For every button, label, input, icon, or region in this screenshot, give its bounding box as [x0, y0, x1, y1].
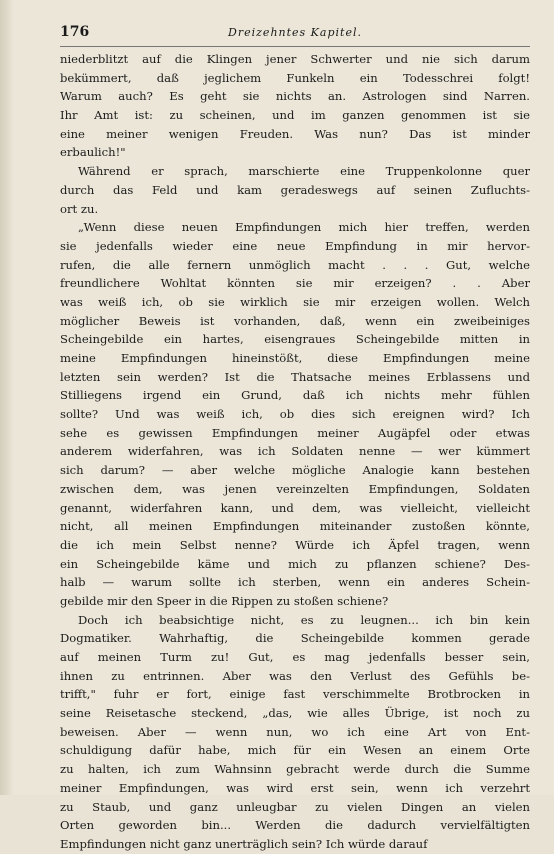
text-line: seine Reisetasche steckend, „das, wie alles Übrige, ist noch zu: [60, 706, 530, 721]
text-line: auf meinen Turm zu! Gut, es mag jedenfalls besser sein,: [60, 650, 530, 664]
text-line: ein Scheingebilde käme und mich zu pflanzen schiene? Des-: [60, 556, 530, 571]
text-line: durch das Feld und kam geradeswegs auf seinen Zufluchts-: [60, 182, 530, 197]
text-line: niederblitzt auf die Klingen jener Schwerter und nie sich darum: [60, 52, 530, 66]
text-line: Dogmatiker. Wahrhaftig, die Scheingebilde kommen gerade: [60, 631, 530, 646]
text-line: „Wenn diese neuen Empfindungen mich hier treffen, werden: [78, 220, 530, 235]
text-line: meine Empfindungen hineinstößt, diese Empfindungen meine: [60, 351, 530, 365]
text-line: zu Staub, und ganz unleugbar zu vielen Dingen an vielen: [60, 799, 530, 814]
text-line: schuldigung dafür habe, mich für ein Wesen an einem Orte: [60, 743, 530, 758]
text-line: sich darum? — aber welche mögliche Analogie kann bestehen: [60, 463, 530, 478]
text-line: zwischen dem, was jenen vereinzelten Empfindungen, Soldaten: [60, 481, 530, 496]
paragraph: [60, 162, 530, 218]
text-line: sollte? Und was weiß ich, ob dies sich ereignen wird? Ich: [60, 407, 530, 422]
text-line: Empfindungen nicht ganz unerträglich sein? Ich würde darauf: [60, 836, 428, 851]
text-line: halb — warum sollte ich sterben, wenn ein anderes Schein-: [60, 575, 530, 590]
text-line: letzten sein werden? Ist die Thatsache meines Erblassens und: [60, 369, 530, 384]
text-line: beweisen. Aber — wenn nun, wo ich eine Art von Ent-: [60, 724, 530, 739]
text-line: Stilliegens irgend ein Grund, daß ich nichts mehr fühlen: [60, 388, 530, 403]
text-line: nicht, all meinen Empfindungen miteinander zustoßen könnte,: [60, 519, 530, 534]
header-rule: [60, 46, 530, 47]
text-line: rufen, die alle fernern unmöglich macht . . . Gut, welche: [60, 257, 530, 272]
text-line: freundlichere Wohltat könnten sie mir erzeigen? . . Aber: [60, 276, 530, 291]
text-line: sie jedenfalls wieder eine neue Empfindung in mir hervor-: [60, 238, 530, 253]
body-text: [60, 50, 530, 854]
text-line: Doch ich beabsichtige nicht, es zu leugnen... ich bin kein: [78, 612, 530, 627]
text-line: bekümmert, daß jeglichem Funkeln ein Todesschrei folgt!: [60, 70, 530, 85]
text-line: möglicher Beweis ist vorhanden, daß, wenn ein zweibeiniges: [60, 313, 530, 328]
text-line: anderem widerfahren, was ich Soldaten nenne — wer kümmert: [60, 444, 530, 459]
running-head: Dreizehntes Kapitel.: [228, 26, 362, 39]
text-line: ihnen zu entrinnen. Aber was den Verlust des Gefühls be-: [60, 668, 530, 683]
text-line: sehe es gewissen Empfindungen meiner Augäpfel oder etwas: [60, 425, 530, 440]
text-line: Ihr Amt ist: zu scheinen, und im ganzen genommen ist sie: [60, 108, 530, 123]
text-line: eine meiner wenigen Freuden. Was nun? Das ist minder: [60, 126, 530, 141]
text-line: Während er sprach, marschierte eine Truppenkolonne quer: [78, 164, 530, 179]
text-line: genannt, widerfahren kann, und dem, was vielleicht, vielleicht: [60, 500, 530, 515]
page-gutter-shadow: [0, 0, 14, 795]
text-line: meiner Empfindungen, was wird erst sein, wenn ich verzehrt: [60, 780, 530, 795]
text-line: trifft," fuhr er fort, einige fast verschimmelte Brotbrocken in: [60, 687, 530, 702]
text-line: Orten geworden bin... Werden die dadurch vervielfältigten: [60, 818, 530, 833]
text-line: die ich mein Selbst nenne? Würde ich Äpfel tragen, wenn: [60, 537, 530, 552]
paragraph: [60, 50, 530, 162]
text-line: Warum auch? Es geht sie nichts an. Astrologen sind Narren.: [60, 89, 530, 104]
text-line: erbaulich!": [60, 145, 126, 160]
text-line: zu halten, ich zum Wahnsinn gebracht werde durch die Summe: [60, 762, 530, 777]
text-line: Scheingebilde ein hartes, eisengraues Scheingebilde mitten in: [60, 332, 530, 347]
paragraph: [60, 218, 530, 610]
page-number: 176: [60, 24, 90, 40]
text-line: ort zu.: [60, 201, 99, 216]
paragraph: [60, 611, 530, 854]
page-header: [60, 24, 530, 44]
text-line: was weiß ich, ob sie wirklich sie mir erzeigen wollen. Welch: [60, 294, 530, 309]
text-line: gebilde mir den Speer in die Rippen zu stoßen schiene?: [60, 593, 389, 608]
